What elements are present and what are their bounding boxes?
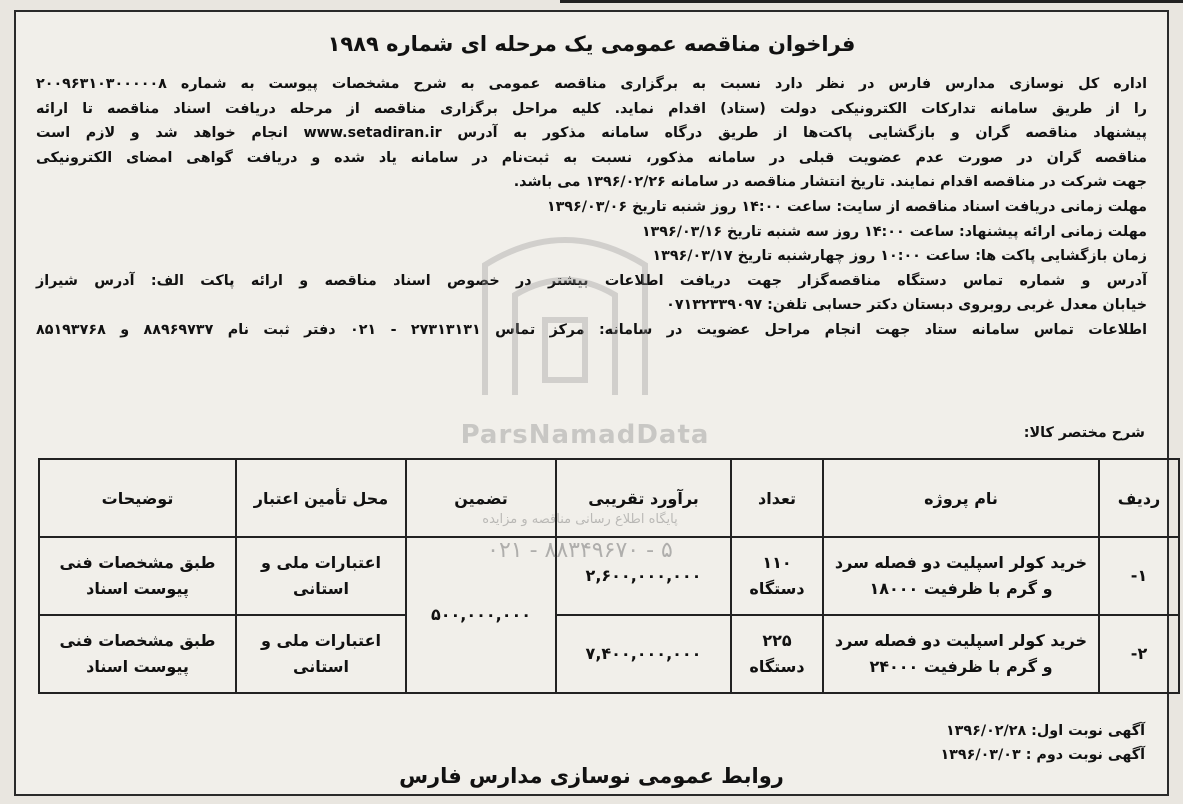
col-notes: توضیحات [39,459,236,537]
funding-cell: اعتبارات ملی و استانی [236,537,406,615]
publication-notices [940,719,1145,767]
estimate-cell: ۷,۴۰۰,۰۰۰,۰۰۰ [556,615,731,693]
table-row [39,615,1179,693]
opening-time: زمان بازگشایی پاکت ها: ساعت ۱۰:۰۰ روز چهارشنبه تاریخ ۱۳۹۶/۰۳/۱۷ [652,248,1147,265]
row-number: ۲- [1099,615,1179,693]
proposal-deadline: مهلت زمانی ارائه پیشنهاد: ساعت ۱۴:۰۰ روز سه شنبه تاریخ ۱۳۹۶/۰۳/۱۶ [641,223,1147,240]
table-header-row [39,459,1179,537]
watermark-brand: ParsNamadData [460,420,710,450]
table-row [39,537,1179,615]
quantity-cell: ۲۲۵ دستگاه [731,615,823,693]
watermark-subtitle: پایگاه اطلاع رسانی مناقصه و مزایده [482,512,678,527]
funding-cell: اعتبارات ملی و استانی [236,615,406,693]
col-project: نام پروژه [823,459,1099,537]
first-notice: آگهی نوبت اول: ۱۳۹۶/۰۲/۲۸ [945,723,1145,739]
estimate-cell: ۲,۶۰۰,۰۰۰,۰۰۰ [556,537,731,615]
body-line: را از طریق سامانه تدارکات الکترونیکی دولت (ستاد) اقدام نماید. کلیه مراحل برگزاری مناقصه از مرحله دریافت اسناد مناقصه تا ارائه [36,100,1147,117]
doc-deadline: مهلت زمانی دریافت اسناد مناقصه از سایت: ساعت ۱۴:۰۰ روز شنبه تاریخ ۱۳۹۶/۰۳/۰۶ [546,198,1147,215]
col-quantity: تعداد [731,459,823,537]
row-number: ۱- [1099,537,1179,615]
body-line: پیشنهاد مناقصه گران و بازگشایی پاکت‌ها از طریق درگاه سامانه مذکور به آدرس www.setadiran.ir انجام خواهد شد و لازم است [36,125,1147,142]
contact-address: آدرس و شماره تماس دستگاه مناقصه‌گزار جهت دریافت اطلاعات بیشتر در خصوص اسناد مناقصه و ارائه پاکت الف: آدرس شیراز [36,272,1147,289]
col-estimate: برآورد تقریبی [556,459,731,537]
watermark-phone: ۰۲۱ - ۸۸۳۴۹۶۷۰ - ۵ [487,538,673,563]
body-line: اداره کل نوسازی مدارس فارس در نظر دارد نسبت به برگزاری مناقصه عمومی به شرح مشخصات پیوست به شماره ۲۰۰۹۶۳۱۰۳۰۰۰۰۰۸ [36,76,1147,92]
body-line: مناقصه گران در صورت عدم عضویت قبلی در سامانه مذکور، نسبت به ثبت‌نام در سامانه یاد شده و دریافت گواهی امضای الکترونیکی [36,149,1147,166]
contact-phone: خیابان معدل غربی روبروی دبستان دکتر حسابی تلفن: ۰۷۱۳۲۳۳۹۰۹۷ [666,297,1147,314]
body-line: جهت شرکت در مناقصه اقدام نمایند. تاریخ انتشار مناقصه در سامانه ۱۳۹۶/۰۲/۲۶ می باشد. [513,174,1147,191]
second-notice: آگهی نوبت دوم : ۱۳۹۶/۰۳/۰۳ [940,747,1145,763]
notes-cell: طبق مشخصات فنی پیوست اسناد [39,537,236,615]
project-name: خرید کولر اسپلیت دو فصله سرد و گرم با ظرفیت ۲۴۰۰۰ [823,615,1099,693]
tender-notice [14,10,1169,796]
project-name: خرید کولر اسپلیت دو فصله سرد و گرم با ظرفیت ۱۸۰۰۰ [823,537,1099,615]
notice-title: فراخوان مناقصه عمومی یک مرحله ای شماره ۱۹۸۹ [327,32,856,56]
col-guarantee: تضمین [406,459,556,537]
notice-body [36,72,1147,343]
setad-contact: اطلاعات تماس سامانه ستاد جهت انجام مراحل عضویت در سامانه: مرکز تماس ۲۷۳۱۳۱۳۱ - ۰۲۱ دفتر ثبت نام ۸۸۹۶۹۷۳۷ و ۸۵۱۹۳۷۶۸ [36,321,1148,338]
col-row-no: ردیف [1099,459,1179,537]
quantity-cell: ۱۱۰ دستگاه [731,537,823,615]
col-funding: محل تأمین اعتبار [236,459,406,537]
guarantee-cell: ۵۰۰,۰۰۰,۰۰۰ [406,537,556,693]
top-rule [560,0,1183,3]
footer-signature: روابط عمومی نوسازی مدارس فارس [399,764,784,788]
items-table [38,458,1180,694]
notes-cell: طبق مشخصات فنی پیوست اسناد [39,615,236,693]
subject-label: شرح مختصر کالا: [1023,425,1145,441]
